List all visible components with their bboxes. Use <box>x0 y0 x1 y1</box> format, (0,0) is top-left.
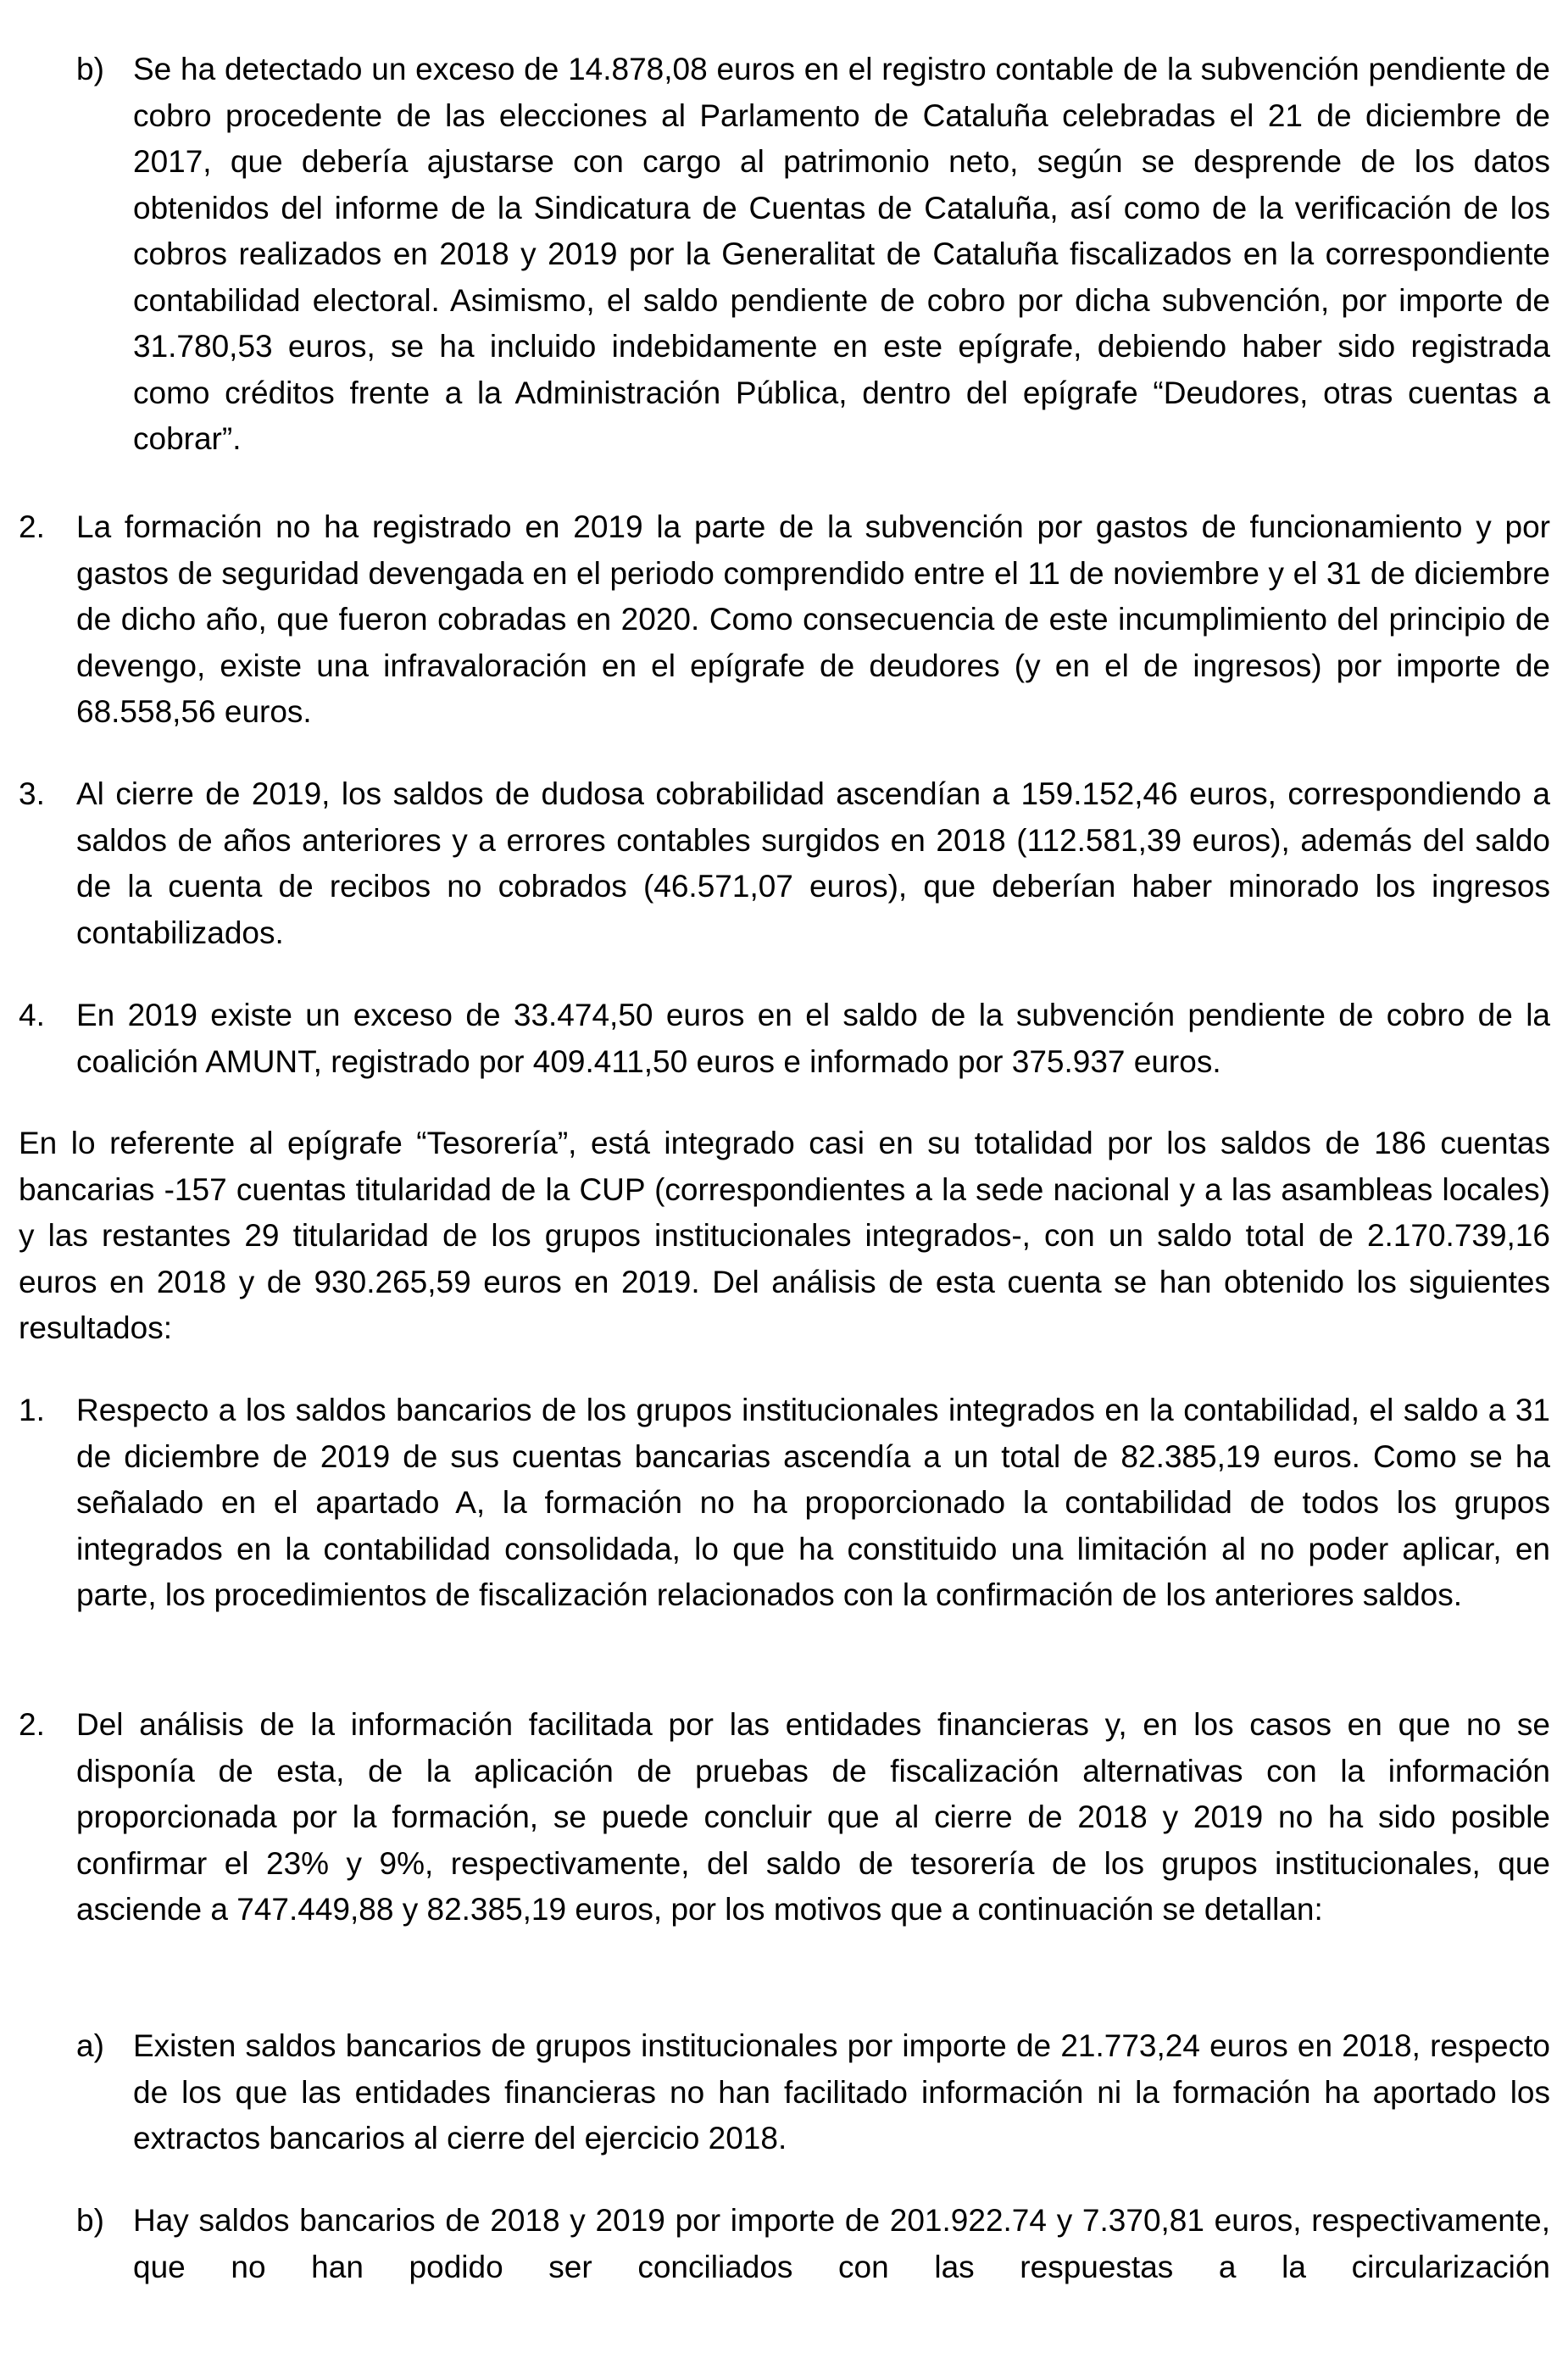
subitem-label: b) <box>76 52 104 86</box>
subitem-text: Existen saldos bancarios de grupos institucionales por importe de 21.773,24 euros en 2018, respecto de los que las entidades financieras no han facilitado información ni la formación ha aportado los extractos bancarios al cierre del ejercicio 2018. <box>133 2028 1550 2156</box>
list-item-text: Al cierre de 2019, los saldos de dudosa cobrabilidad ascendían a 159.152,46 euros, correspondiendo a saldos de años anteriores y a errores contables surgidos en 2018 (112.581,39 euros), además del saldo de la cuenta de recibos no cobrados (46.571,07 euros), que deberían haber minorado los ingresos contabilizados. <box>76 776 1550 950</box>
list-item-number: 2. <box>19 1707 45 1742</box>
body-paragraph: En lo referente al epígrafe “Tesorería”, está integrado casi en su totalidad por los saldos de 186 cuentas bancarias -157 cuentas titularidad de la CUP (correspondientes a la sede nacional y a las asambleas locales) y las restantes 29 titularidad de los grupos institucionales integrados-, con un saldo total de 2.170.739,16 euros en 2018 y de 930.265,59 euros en 2019. Del análisis de esta cuenta se han obtenido los siguientes resultados: <box>19 1126 1550 1345</box>
subitem-text: Se ha detectado un exceso de 14.878,08 euros en el registro contable de la subvención pendiente de cobro procedente de las elecciones al Parlamento de Cataluña celebradas el 21 de diciembre de 2017, que debería ajustarse con cargo al patrimonio neto, según se desprende de los datos obtenidos del informe de la Sindicatura de Cuentas de Cataluña, así como de la verificación de los cobros realizados en 2018 y 2019 por la Generalitat de Cataluña fiscalizados en la correspondiente contabilidad electoral. Asimismo, el saldo pendiente de cobro por dicha subvención, por importe de 31.780,53 euros, se ha incluido indebidamente en este epígrafe, debiendo haber sido registrada como créditos frente a la Administración Pública, dentro del epígrafe “Deudores, otras cuentas a cobrar”. <box>133 52 1550 456</box>
list-item-text: En 2019 existe un exceso de 33.474,50 euros en el saldo de la subvención pendiente de cobro de la coalición AMUNT, registrado por 409.411,50 euros e informado por 375.937 euros. <box>76 998 1550 1079</box>
list-item-number: 1. <box>19 1393 45 1427</box>
list-item-text: Del análisis de la información facilitada por las entidades financieras y, en los casos en que no se disponía de esta, de la aplicación de pruebas de fiscalización alternativas con la información proporcionada por la formación, se puede concluir que al cierre de 2018 y 2019 no ha sido posible confirmar el 23% y 9%, respectivamente, del saldo de tesorería de los grupos institucionales, que asciende a 747.449,88 y 82.385,19 euros, por los motivos que a continuación se detallan: <box>76 1707 1550 1927</box>
list-item-number: 3. <box>19 776 45 811</box>
list-item-number: 4. <box>19 998 45 1032</box>
subitem-text: Hay saldos bancarios de 2018 y 2019 por importe de 201.922.74 y 7.370,81 euros, respectivamente, que no han podido ser conciliados con las respuestas a la circularización <box>133 2203 1550 2284</box>
list-item-text: La formación no ha registrado en 2019 la parte de la subvención por gastos de funcionamiento y por gastos de seguridad devengada en el periodo comprendido entre el 11 de noviembre y el 31 de diciembre de dicho año, que fueron cobradas en 2020. Como consecuencia de este incumplimiento del principio de devengo, existe una infravaloración en el epígrafe de deudores (y en el de ingresos) por importe de 68.558,56 euros. <box>76 509 1550 729</box>
subitem-label: a) <box>76 2028 104 2063</box>
list-item-text: Respecto a los saldos bancarios de los grupos institucionales integrados en la contabilidad, el saldo a 31 de diciembre de 2019 de sus cuentas bancarias ascendía a un total de 82.385,19 euros. Como se ha señalado en el apartado A, la formación no ha proporcionado la contabilidad de todos los grupos integrados en la contabilidad consolidada, lo que ha constituido una limitación al no poder aplicar, en parte, los procedimientos de fiscalización relacionados con la confirmación de los anteriores saldos. <box>76 1393 1550 1612</box>
subitem-label: b) <box>76 2203 104 2238</box>
list-item-number: 2. <box>19 509 45 544</box>
